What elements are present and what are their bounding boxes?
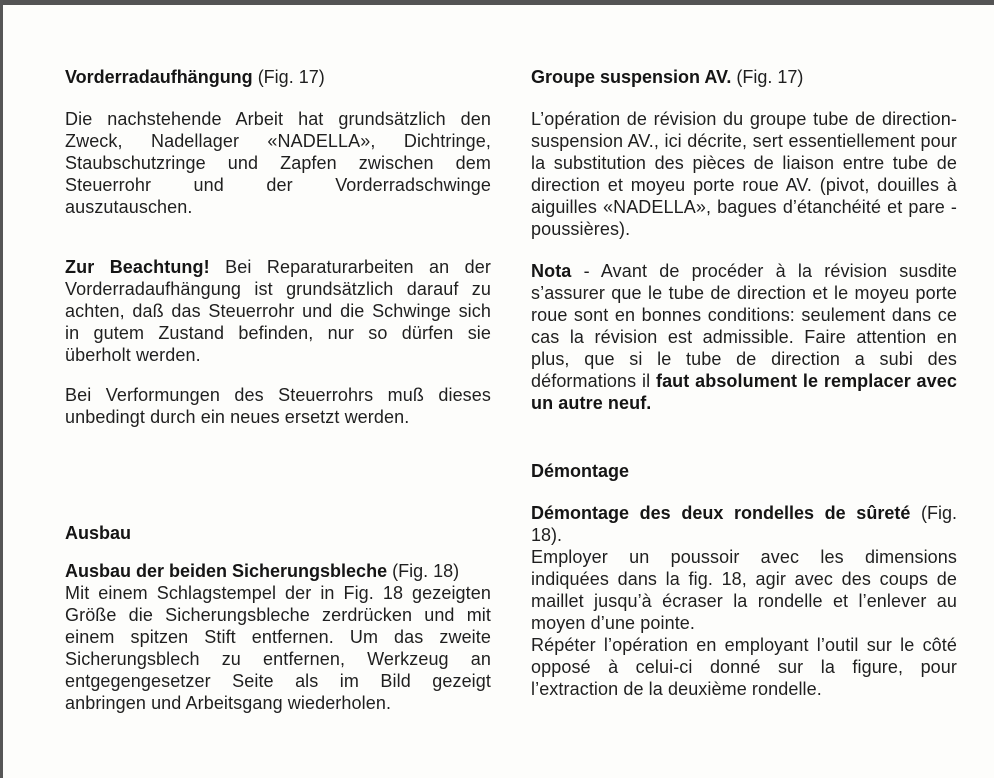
french-title-fig-ref: (Fig. 17) [731, 67, 804, 87]
french-column [531, 66, 957, 714]
scan-left-edge [0, 0, 3, 778]
german-note-lead: Zur Beachtung! [65, 257, 210, 277]
german-procedure-paragraph: Mit einem Schlagstempel der in Fig. 18 gezeigten Größe die Sicherungsbleche zerdrücken und mit einem spitzen Stift entfernen. Um das zweite Sicherungsblech zu entfernen, Werkzeug an entgegengesetzer Seite als im Bild gezeigt anbringen und Arbeitsgang wiederholen. [65, 583, 491, 713]
french-section-heading: Démontage [531, 461, 630, 481]
german-title-fig-ref: (Fig. 17) [252, 67, 325, 87]
french-intro-paragraph: L’opération de révision du groupe tube de direction-suspension AV., ici décrite, sert essentiellement pour la substitution des pièces de liaison entre tube de direction et moyeu porte roue AV. (pivot, douilles à aiguilles «NADELLA», bagues d’étanchéité et pare - poussières). [531, 109, 957, 239]
german-sub-heading: Ausbau der beiden Sicherungsbleche (Fig. 18) [65, 561, 460, 581]
french-note-paragraph: Nota - Avant de procéder à la révision susdite s’assurer que le tube de direction et le moyeu porte roue sont en bonnes conditions: seulement dans ce cas la révision est admissible. Faire attention en plus, que si le tube de direction a subi des déformations il faut absolument le remplacer avec un autre neuf. [531, 261, 958, 413]
manual-page [65, 66, 957, 714]
french-title-text: Groupe suspension AV. [531, 67, 732, 87]
french-procedure-paragraph: Employer un poussoir avec les dimensions indiquées dans la fig. 18, agir avec des coups de maillet jusqu’à écraser la rondelle et l’enlever au moyen d’une pointe. [531, 547, 957, 633]
scan-top-edge [0, 0, 994, 5]
french-note-emphasis: faut absolument le remplacer avec un autre neuf. [531, 371, 958, 413]
german-deformation-paragraph: Bei Verformungen des Steuerrohrs muß dieses unbedingt durch ein neues ersetzt werden. [65, 385, 491, 427]
french-repeat-paragraph: Répéter l’opération en employant l’outil sur le côté opposé à celui-ci donné sur la figure, pour l’extraction de la deuxième rondelle. [531, 635, 957, 699]
french-note-lead: Nota [531, 261, 572, 281]
german-title-text: Vorderradaufhängung [65, 67, 253, 87]
german-sub-heading-fig-ref: (Fig. 18) [387, 561, 460, 581]
german-column [65, 66, 491, 714]
german-note-paragraph: Zur Beachtung! Bei Reparaturarbeiten an der Vorderradaufhängung ist grundsätzlich darauf zu achten, daß das Steuerrohr und die Schwinge sich in gutem Zustand befinden, nur so dürfen sie überholt werden. [65, 257, 492, 365]
french-sub-heading: Démontage des deux rondelles de sûreté (Fig. 18). [531, 503, 957, 545]
french-sub-heading-fig-ref: (Fig. 18). [531, 503, 957, 545]
german-intro-paragraph: Die nachstehende Arbeit hat grundsätzlich den Zweck, Nadellager «NADELLA», Dichtringe, Staubschutzringe und Zapfen zwischen dem Steuerrohr und der Vorderradschwinge auszutauschen. [65, 109, 491, 217]
french-title [531, 66, 957, 88]
german-title [65, 66, 491, 88]
german-section-heading: Ausbau [65, 523, 132, 543]
